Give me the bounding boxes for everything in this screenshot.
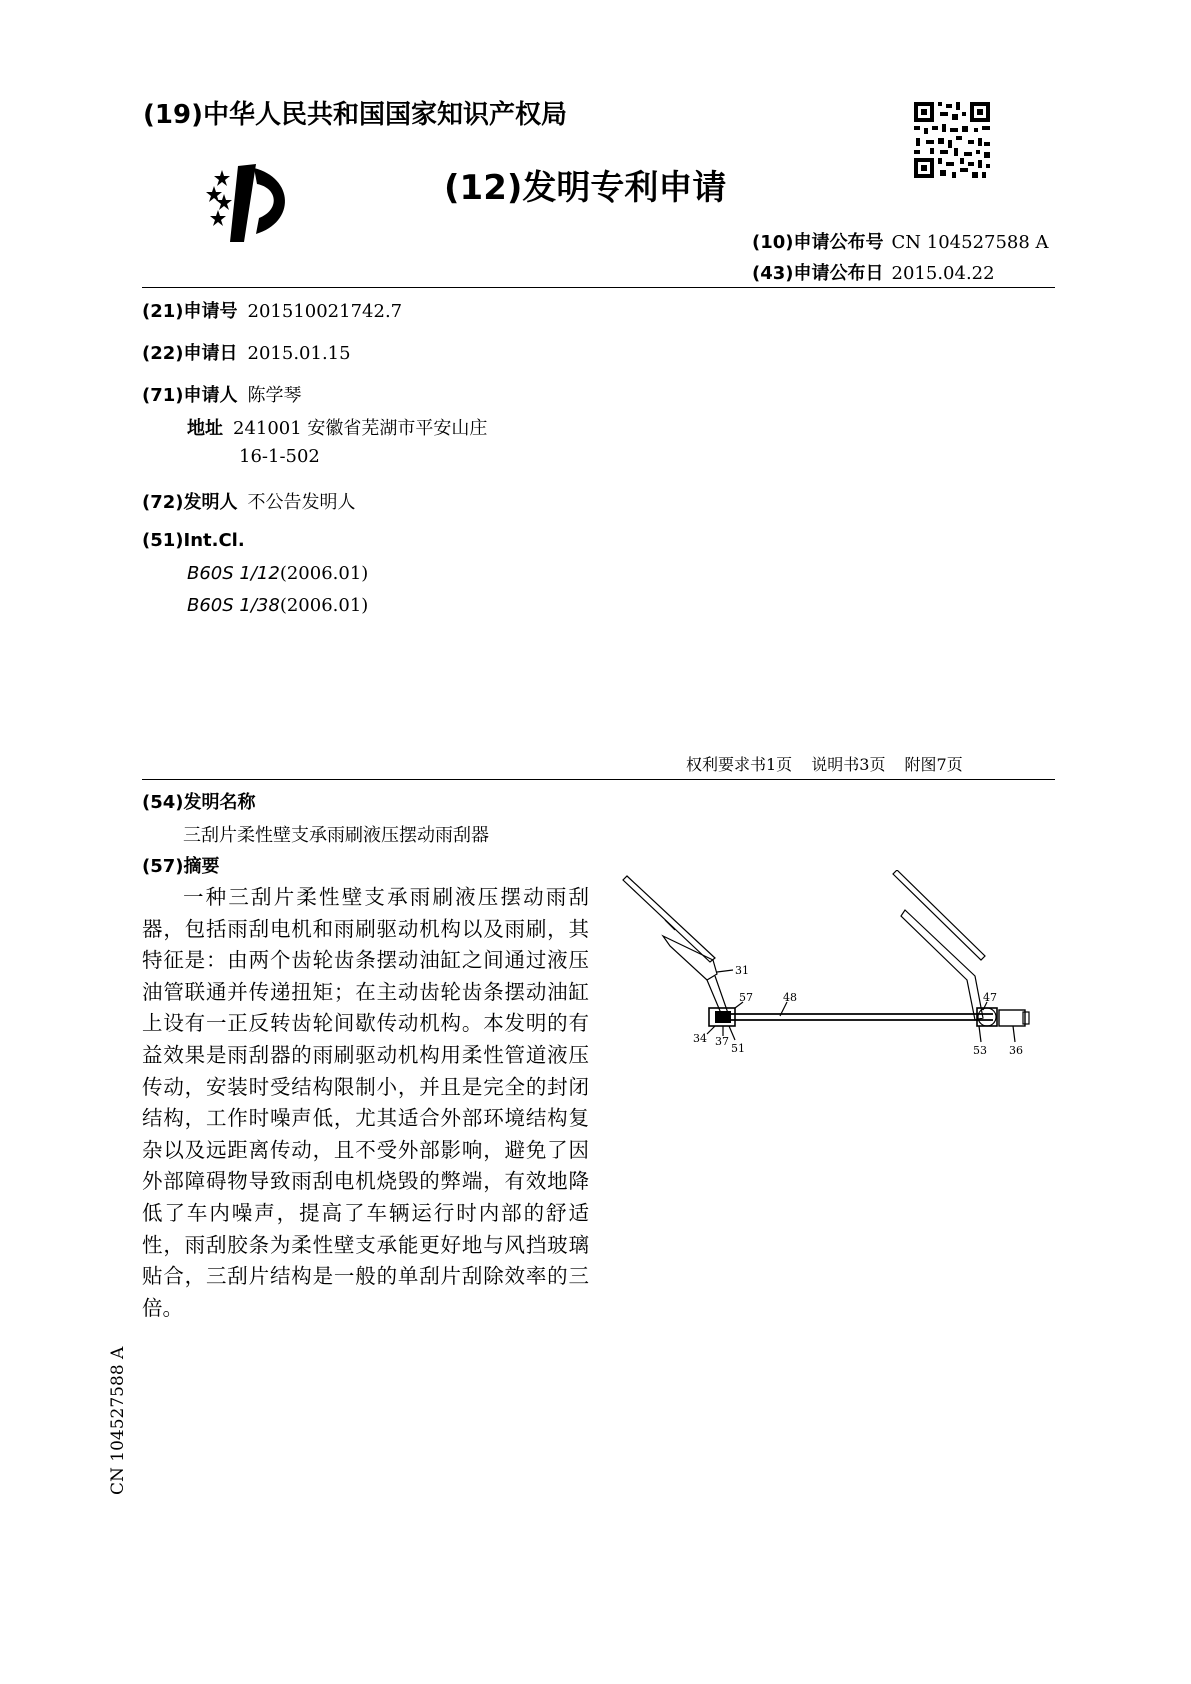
applicant-label: (71)申请人	[142, 385, 238, 406]
figure-label: 57	[739, 991, 753, 1004]
wiper-figure	[615, 870, 1055, 1060]
publication-number-row	[752, 228, 1049, 254]
header-divider	[142, 287, 1055, 288]
abstract-label: (57)摘要	[142, 856, 220, 877]
applicant-row	[142, 381, 302, 407]
address-line1: 241001 安徽省芜湖市平安山庄	[233, 418, 488, 439]
inventor: 不公告发明人	[247, 492, 356, 513]
section-divider	[142, 779, 1055, 780]
inventor-label: (72)发明人	[142, 492, 238, 513]
figure-label: 48	[783, 991, 797, 1004]
ipc-entry	[187, 595, 368, 616]
address-row	[187, 414, 487, 440]
publication-date: 2015.04.22	[891, 263, 995, 284]
application-date: 2015.01.15	[247, 343, 351, 364]
figure-label: 47	[983, 991, 997, 1004]
ipc-entry	[187, 563, 368, 584]
int-cl-label: (51)Int.Cl.	[142, 530, 245, 551]
figure-label: 36	[1009, 1044, 1023, 1057]
publication-number-label: (10)申请公布号	[752, 232, 884, 253]
figure-label: 51	[731, 1042, 745, 1055]
application-number-row	[142, 297, 402, 323]
ipc-version: (2006.01)	[279, 563, 369, 584]
ipc-code: B60S 1/12	[187, 563, 280, 584]
abstract-text: 一种三刮片柔性壁支承雨刷液压摆动雨刮器，包括雨刮电机和雨刷驱动机构以及雨刷，其特征是：由两个齿轮齿条摆动油缸之间通过液压油管联通并传递扭矩；在主动齿轮齿条摆动油缸上设有一正反转齿轮间歇传动机构。本发明的有益效果是雨刮器的雨刷驱动机构用柔性管道液压传动，安装时受结构限制小，并且是完全的封闭结构，工作时噪声低，尤其适合外部环境结构复杂以及远距离传动，且不受外部影响，避免了因外部障碍物导致雨刮电机烧毁的弊端，有效地降低了车内噪声，提高了车辆运行时内部的舒适性，雨刮胶条为柔性壁支承能更好地与风挡玻璃贴合，三刮片结构是一般的单刮片刮除效率的三倍。	[142, 885, 589, 1320]
office-logo	[196, 160, 296, 246]
figure-label: 37	[715, 1035, 729, 1048]
applicant: 陈学琴	[247, 385, 302, 406]
publication-date-label: (43)申请公布日	[752, 263, 884, 284]
side-publication-number: CN 104527588 A	[108, 1346, 128, 1495]
inventor-row	[142, 488, 356, 514]
application-date-label: (22)申请日	[142, 343, 238, 364]
publication-date-row	[752, 259, 995, 285]
figure-label: 31	[735, 964, 749, 977]
office-name: (19)中华人民共和国国家知识产权局	[143, 100, 567, 130]
figure-label: 53	[973, 1044, 987, 1057]
qr-code	[912, 100, 992, 180]
invention-title: 三刮片柔性壁支承雨刷液压摆动雨刮器	[183, 825, 489, 846]
document-type: (12)发明专利申请	[444, 168, 727, 208]
address-label: 地址	[187, 418, 223, 439]
figure-label: 34	[693, 1032, 707, 1045]
int-cl-row	[142, 530, 245, 551]
application-number: 201510021742.7	[247, 301, 403, 322]
page-count-info: 权利要求书1页 说明书3页 附图7页	[686, 755, 963, 774]
invention-title-label: (54)发明名称	[142, 792, 256, 813]
application-date-row	[142, 339, 351, 365]
ipc-code: B60S 1/38	[187, 595, 280, 616]
publication-number: CN 104527588 A	[891, 232, 1049, 253]
application-number-label: (21)申请号	[142, 301, 238, 322]
address-line2: 16-1-502	[239, 446, 320, 467]
ipc-version: (2006.01)	[279, 595, 369, 616]
address-line2-row	[239, 446, 320, 467]
